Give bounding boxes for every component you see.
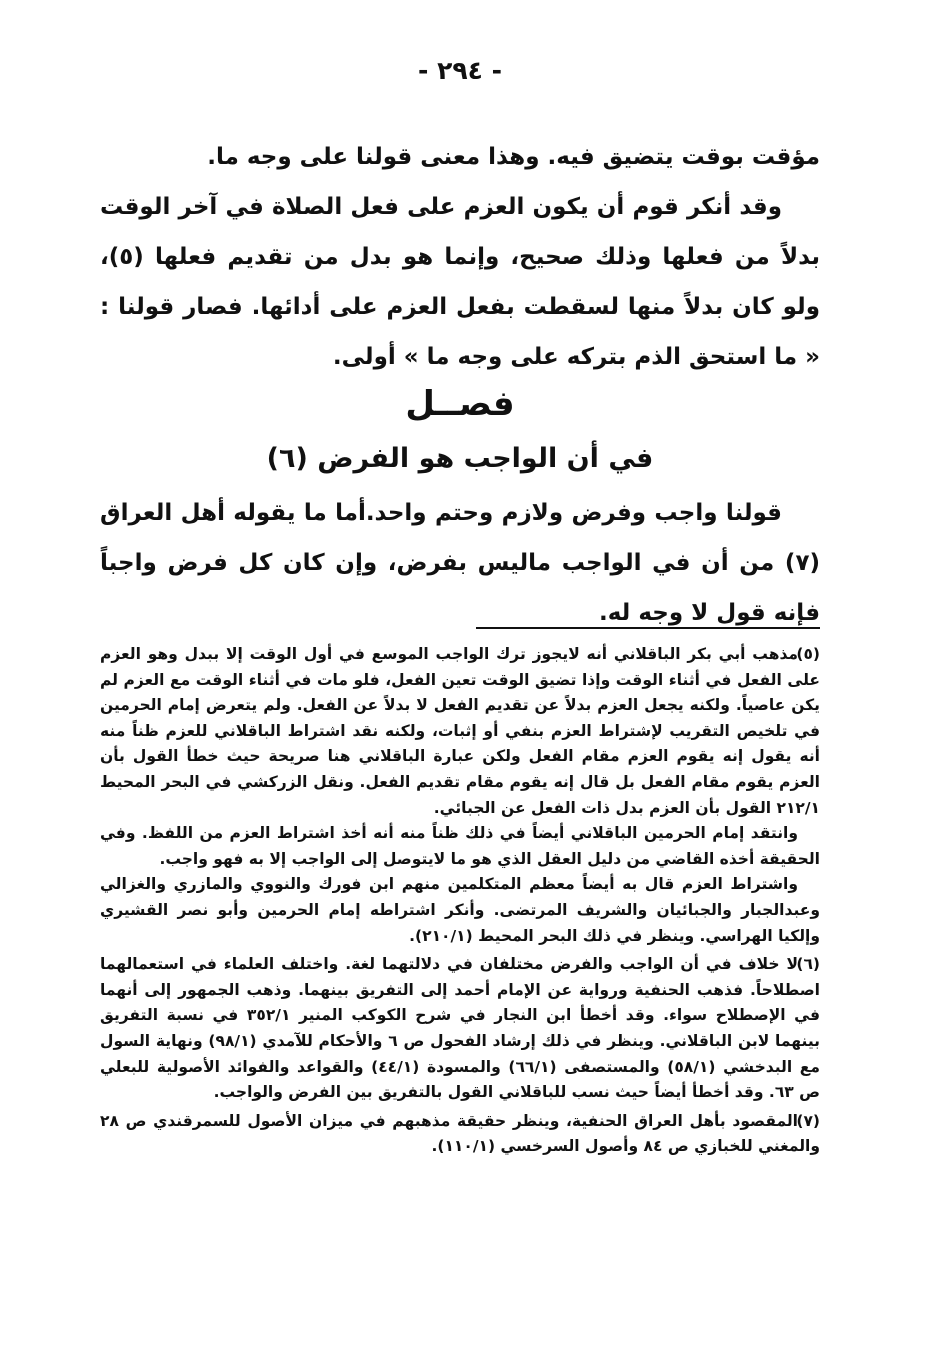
body-paragraph-2: وقد أنكر قوم أن يكون العزم على فعل الصلاة في آخر الوقت بدلاً من فعلها وذلك صحيح، وإنما هو بدل من تقديم فعلها (٥)، ولو كان بدلاً منها لسقطت بفعل العزم على أدائها. فصار قولنا : « ما استحق الذم بتركه على وجه ما » أولى. (100, 194, 820, 370)
footnote-6-text: لا خلاف في أن الواجب والفرض مختلفان في دلالتهما لغة. واختلف العلماء في استعمالهما اصطلاحاً. فذهب الحنفية ورواية عن الإمام أحمد إلى التفريق بينهما. وذهب الجمهور إلى أنهما في الإصطلاح سواء. وقد أخطأ ابن النجار في شرح الكوكب المنير ٣٥٢/١ في نسبة التفريق بينهما لابن الباقلاني. وينظر في ذلك إرشاد الفحول ص ٦ والأحكام للآمدي (٩٨/١) ونهاية السول مع البدخشي (٥٨/١) والمستصفى (٦٦/١) والمسودة (٤٤/١) والقواعد والفوائد الأصولية للبعلي ص ٦٣. وقد أخطأ أيضاً حيث نسب للباقلاني القول بالتفريق بين الفرض والواجب. (100, 955, 820, 1102)
body-paragraph-1: مؤقت بوقت يتضيق فيه. وهذا معنى قولنا على وجه ما. (207, 144, 820, 170)
footnote-7-marker: (٧) (796, 1111, 820, 1130)
section-text-block (100, 488, 820, 638)
footnotes-block (100, 642, 820, 1160)
section-heading (100, 382, 820, 426)
page-number: - ٢٩٤ - (418, 56, 502, 85)
main-text-block (100, 132, 820, 382)
footnote-7 (100, 1109, 820, 1160)
section-paragraph-1: قولنا واجب وفرض ولازم وحتم واحد.أما ما يقوله أهل العراق (٧) من أن في الواجب ماليس بفرض، وإن كان كل فرض واجباً فإنه قول لا وجه له. (100, 500, 820, 626)
footnote-6 (100, 952, 820, 1106)
footnote-5 (100, 642, 820, 821)
footnote-7-text: المقصود بأهل العراق الحنفية، وينظر حقيقة مذهبهم في ميزان الأصول للسمرقندي ص ٢٨ والمغني للخبازي ص ٨٤ وأصول السرخسي (١١٠/١). (100, 1111, 820, 1156)
footnote-5-continuation-2: واشتراط العزم قال به أيضاً معظم المتكلمين منهم ابن فورك والنووي والمازري والغزالي وعبدالجبار والجبائيان والشريف المرتضى. وأنكر اشتراطه إمام الحرمين وأبو نصر القشيري وإلكيا الهراسي. وينظر في ذلك البحر المحيط (٢١٠/١). (100, 875, 820, 945)
footnote-5-text: مذهب أبي بكر الباقلاني أنه لايجوز ترك الواجب الموسع في أول الوقت إلا ببدل وهو العزم على الفعل في أثناء الوقت وإذا تضيق الوقت تعين الفعل، فلو مات في أثناء الوقت مع العزم لم يكن عاصياً. ولكنه يجعل العزم بدلاً عن تقديم الفعل لا بدلاً عن الفعل. ولم يتعرض إمام الحرمين في تلخيص التقريب لإشتراط العزم بنفي أو إثبات، ولكنه نقد اشتراط الباقلاني للعزم ظناً منه أنه يقول إنه يقوم العزم مقام الفعل ولكن عبارة الباقلاني هنا صريحة حيث خطأ القول بأن العزم يقوم مقام الفعل بل قال إنه يقوم مقام تقديم الفعل. ونقل الزركشي في البحر المحيط ٢١٢/١ القول بأن العزم بدل ذات الفعل عن الجبائي. (100, 645, 820, 817)
footnote-5-continuation-1: وانتقد إمام الحرمين الباقلاني أيضاً في ذلك ظناً منه أنه أخذ اشتراط العزم من اللفظ. وفي الحقيقة أخذه القاضي من دليل العقل الذي هو ما لايتوصل إلى الواجب إلا به فهو واجب. (100, 824, 820, 868)
section-label: فصــل (405, 384, 515, 424)
footnote-separator (476, 627, 820, 629)
footnote-5-marker: (٥) (796, 645, 820, 663)
document-page (100, 0, 820, 1354)
footnote-6-marker: (٦) (796, 955, 820, 974)
section-title: في أن الواجب هو الفرض (٦) (266, 443, 654, 474)
